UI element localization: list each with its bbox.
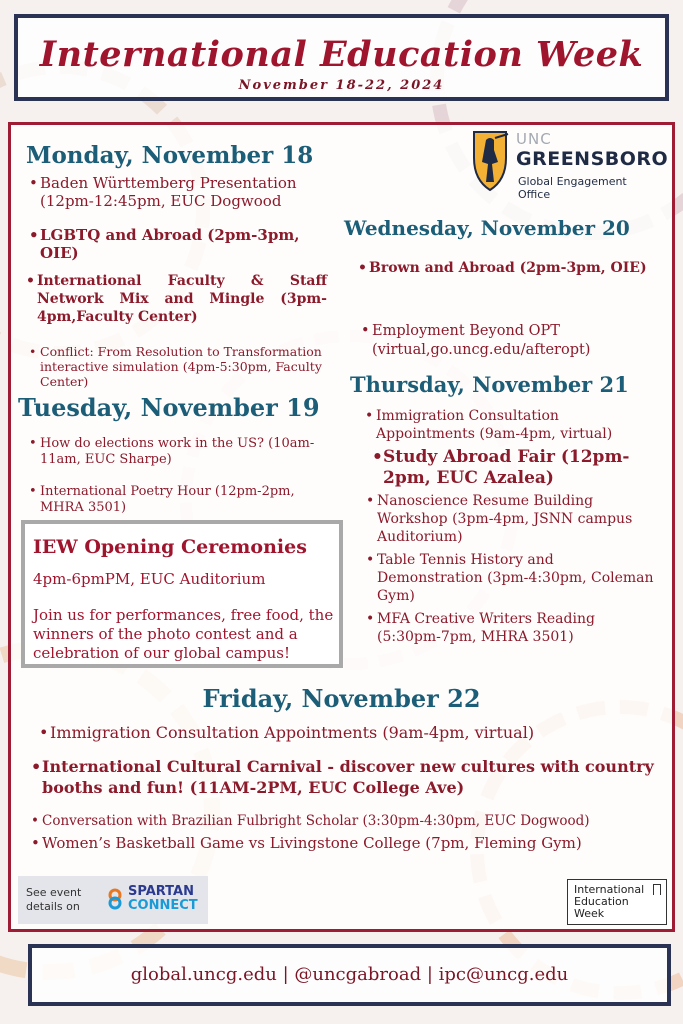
thursday-event: • Immigration Consultation Appointments (9am-4pm, virtual) (376, 407, 661, 443)
wednesday-event: • Brown and Abroad (2pm-3pm, OIE) (369, 259, 659, 277)
monday-event: • Baden Württemberg Presentation (12pm-12:45pm, EUC Dogwood (40, 174, 330, 210)
wednesday-event: • Employment Beyond OPT (virtual,go.uncg.edu/afteropt) (372, 322, 662, 360)
event-dates: November 18-22, 2024 (238, 78, 445, 93)
iew-logo-line: International (574, 883, 645, 896)
thursday-title: Thursday, November 21 (350, 372, 629, 397)
spartan-connect-name (128, 885, 198, 913)
thursday-event: • Table Tennis History and Demonstration (3pm-4:30pm, Coleman Gym) (377, 551, 657, 605)
tuesday-event: • International Poetry Hour (12pm-2pm, MHRA 3501) (40, 484, 330, 516)
friday-event: • Conversation with Brazilian Fulbright Scholar (3:30pm-4:30pm, EUC Dogwood) (42, 813, 672, 830)
ceremony-time: 4pm-6pmPM, EUC Auditorium (33, 570, 266, 588)
spartan-statue-icon (468, 128, 512, 194)
iew-logo-line: Education (574, 895, 629, 908)
tuesday-event: • How do elections work in the US? (10am-11am, EUC Sharpe) (40, 436, 330, 468)
bookmark-icon (653, 884, 661, 895)
logo-unc-text: UNC (516, 130, 552, 148)
uncg-logo (468, 128, 669, 201)
monday-event: • International Faculty & Staff Network Mix and Mingle (3pm-4pm,Faculty Center) (37, 272, 327, 326)
spartan-word: SPARTAN (128, 884, 194, 899)
monday-event: • LGBTQ and Abroad (2pm-3pm, OIE) (40, 226, 340, 262)
thursday-event: • Nanoscience Resume Building Workshop (3pm-4pm, JSNN campus Auditorium) (377, 492, 657, 546)
iew-logo-line: Week (574, 907, 605, 920)
friday-event: • International Cultural Carnival - discover new cultures with country booths and fun! (11AM-2PM, EUC College Ave) (42, 756, 662, 798)
footer-contact: global.uncg.edu | @uncgabroad | ipc@uncg.edu (130, 964, 569, 985)
connect-word: CONNECT (128, 898, 198, 913)
spartan-see-text: See event details on (26, 886, 82, 913)
wednesday-title: Wednesday, November 20 (344, 216, 630, 240)
tuesday-title: Tuesday, November 19 (18, 393, 320, 422)
spartan-connect-icon (104, 888, 126, 910)
friday-title: Friday, November 22 (202, 684, 481, 713)
monday-title: Monday, November 18 (26, 142, 314, 169)
logo-greensboro-text: GREENSBORO (516, 148, 669, 170)
thursday-event: • MFA Creative Writers Reading (5:30pm-7pm, MHRA 3501) (377, 610, 662, 646)
iew-logo (567, 879, 667, 925)
monday-event: • Conflict: From Resolution to Transformation interactive simulation (4pm-5:30pm, Faculty Center) (40, 344, 330, 389)
ceremony-description: Join us for performances, free food, the winners of the photo contest and a celebration of our global campus! (33, 606, 334, 662)
logo-office-text: Global Engagement Office (518, 175, 627, 201)
header-banner (14, 14, 669, 101)
friday-event: • Immigration Consultation Appointments (9am-4pm, virtual) (50, 723, 660, 743)
thursday-event: • Study Abroad Fair (12pm-2pm, EUC Azalea) (383, 447, 673, 489)
page-title: International Education Week (39, 34, 644, 75)
friday-event: • Women’s Basketball Game vs Livingstone College (7pm, Fleming Gym) (42, 834, 672, 852)
ceremony-title: IEW Opening Ceremonies (33, 536, 307, 558)
spartan-connect-badge[interactable] (18, 876, 208, 924)
opening-ceremonies-box (21, 520, 343, 668)
footer-banner (28, 944, 671, 1006)
